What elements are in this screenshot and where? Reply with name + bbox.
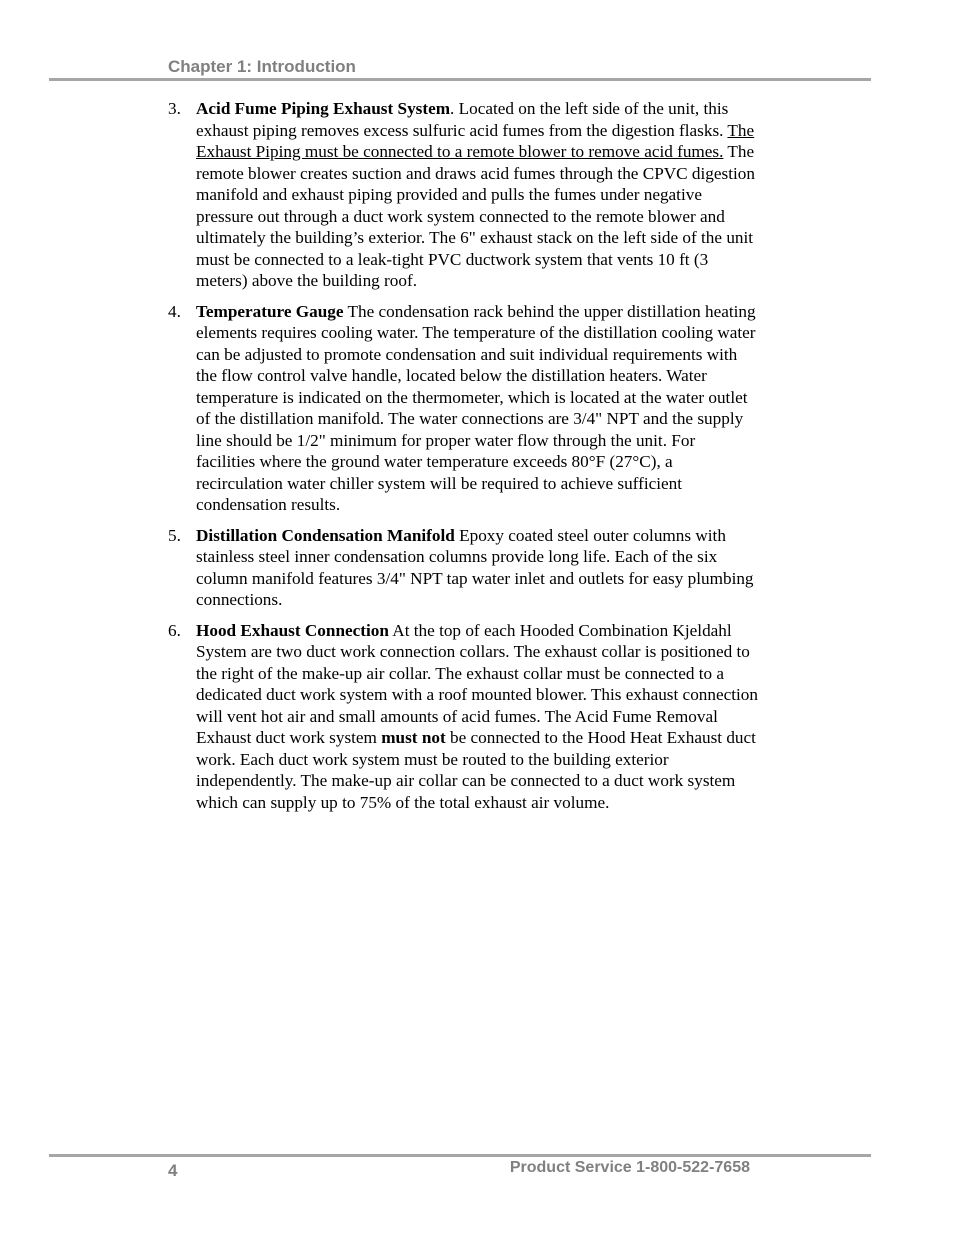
list-item-3 xyxy=(168,98,758,292)
list-item-text: At the top of each Hooded Combination Kjeldahl System are two duct work connection collars. The exhaust collar is positioned to the right of the make-up air collar. The exhaust collar must be connected to a dedicated duct work system with a roof mounted blower. This exhaust connection will vent hot air and small amounts of acid fumes. The Acid Fume Removal Exhaust duct work system xyxy=(196,620,758,747)
list-item-5 xyxy=(168,525,758,611)
list-item-title: Acid Fume Piping Exhaust System xyxy=(196,99,451,118)
chapter-header: Chapter 1: Introduction xyxy=(168,57,356,76)
list-item-body xyxy=(196,301,758,516)
list-item-text: be connected to the Hood Heat Exhaust duct work. Each duct work system must be routed to the building exterior independently. The make-up air collar can be connected to a duct work system which can supply up to 75% of the total exhaust air volume. xyxy=(196,728,756,812)
list-item-underlined-text: The Exhaust Piping must be connected to a remote blower to remove acid fumes. xyxy=(196,120,755,161)
list-item-number: 3. xyxy=(168,99,181,118)
main-content xyxy=(168,98,758,822)
list-item-text: The remote blower creates suction and draws acid fumes through the CPVC digestion manifold and exhaust piping provided and pulls the fumes under negative pressure out through a duct work system connected to the remote blower and ultimately the building’s exterior. The 6" exhaust stack on the left side of the unit must be connected to a leak-tight PVC ductwork system that vents 10 ft (3 meters) above the building roof. xyxy=(196,142,755,290)
list-item-number: 5. xyxy=(168,525,181,545)
list-item-number: 6. xyxy=(168,620,181,640)
list-item-title: Distillation Condensation Manifold xyxy=(196,525,455,545)
list-item-title: Hood Exhaust Connection xyxy=(196,620,389,640)
list-item-title: Temperature Gauge xyxy=(196,301,344,321)
list-item-text: . Located on the left side of the unit, this exhaust piping removes excess sulfuric acid fumes from the digestion flasks. xyxy=(196,99,729,140)
list-item-text: The condensation rack behind the upper distillation heating elements requires cooling water. The temperature of the distillation cooling water can be adjusted to promote condensation and suit individual requirements with the flow control valve handle, located below the distillation heaters. Water temperature is indicated on the thermometer, which is located at the water outlet of the distillation manifold. The water connections are 3/4" NPT and the supply line should be 1/2" minimum for proper water flow through the unit. For facilities where the ground water temperature exceeds 80°F (27°C), a recirculation water chiller system will be required to achieve sufficient condensation results. xyxy=(196,301,756,514)
list-item-text: Epoxy coated steel outer columns with stainless steel inner condensation columns provide long life. Each of the six column manifold features 3/4" NPT tap water inlet and outlets for easy plumbing connections. xyxy=(196,525,754,609)
list-item-6 xyxy=(168,620,758,814)
list-item-body xyxy=(196,525,758,611)
list-item-4 xyxy=(168,301,758,516)
list-item-emphasis: must not xyxy=(381,728,446,747)
list-item-body xyxy=(196,98,758,292)
list-item-number: 4. xyxy=(168,301,181,321)
page-number: 4 xyxy=(168,1161,178,1180)
list-item-body xyxy=(196,620,758,814)
product-service-phone: Product Service 1-800-522-7658 xyxy=(509,1159,750,1176)
header-divider xyxy=(49,78,871,81)
